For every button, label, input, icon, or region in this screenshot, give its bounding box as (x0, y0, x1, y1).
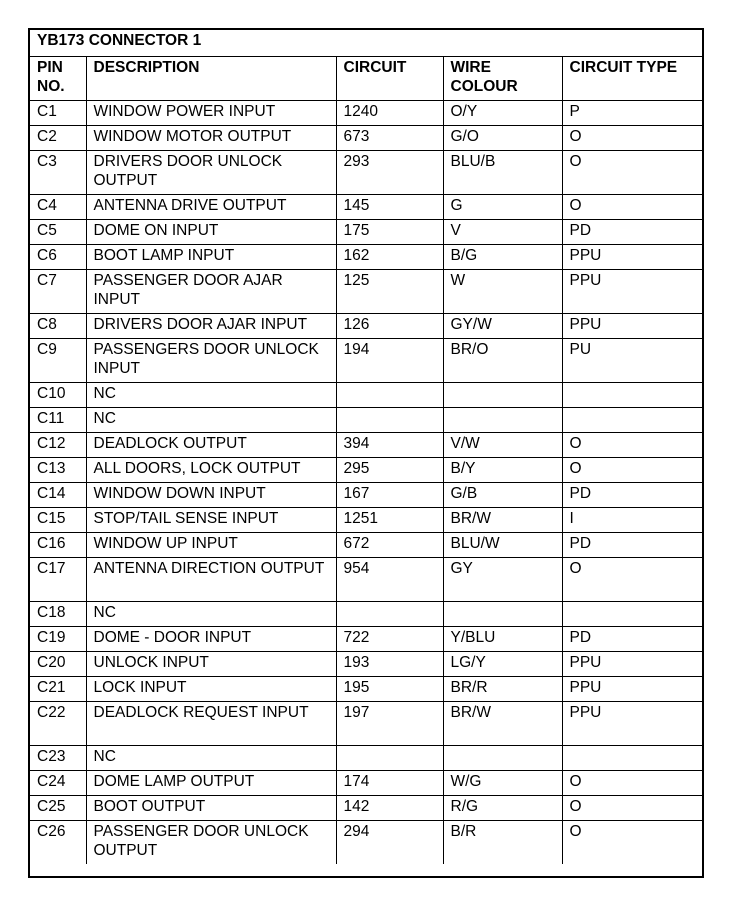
circuit-type-cell: O (562, 771, 704, 796)
pin-cell: C6 (30, 245, 86, 270)
circuit-cell: 193 (336, 652, 443, 677)
circuit-type-cell (562, 383, 704, 408)
description-cell: PASSENGER DOOR UNLOCK OUTPUT (86, 821, 336, 865)
circuit-type-cell (562, 602, 704, 627)
table-row (30, 220, 704, 245)
table-row (30, 483, 704, 508)
pin-cell: C25 (30, 796, 86, 821)
pin-cell: C3 (30, 151, 86, 195)
wire-colour-cell (443, 408, 562, 433)
wire-colour-cell: V (443, 220, 562, 245)
wire-colour-cell: BR/R (443, 677, 562, 702)
circuit-cell: 167 (336, 483, 443, 508)
column-header-circuit: CIRCUIT (336, 57, 443, 101)
circuit-type-cell: O (562, 558, 704, 602)
wire-colour-cell: BLU/B (443, 151, 562, 195)
circuit-type-cell: O (562, 195, 704, 220)
column-header-circuit-type: CIRCUIT TYPE (562, 57, 704, 101)
description-cell: DRIVERS DOOR AJAR INPUT (86, 314, 336, 339)
pin-cell: C9 (30, 339, 86, 383)
description-cell: STOP/TAIL SENSE INPUT (86, 508, 336, 533)
circuit-cell: 175 (336, 220, 443, 245)
pin-cell: C26 (30, 821, 86, 865)
circuit-type-cell: O (562, 796, 704, 821)
circuit-type-cell: PPU (562, 677, 704, 702)
wire-colour-cell: G/B (443, 483, 562, 508)
wire-colour-cell: GY/W (443, 314, 562, 339)
table-row (30, 126, 704, 151)
circuit-type-cell: PPU (562, 270, 704, 314)
table-row (30, 245, 704, 270)
circuit-cell: 174 (336, 771, 443, 796)
wire-colour-cell: G (443, 195, 562, 220)
column-header-wire-colour: WIRE COLOUR (443, 57, 562, 101)
description-cell: NC (86, 602, 336, 627)
wire-colour-cell: O/Y (443, 101, 562, 126)
pin-cell: C17 (30, 558, 86, 602)
table-row (30, 458, 704, 483)
wire-colour-cell (443, 746, 562, 771)
circuit-type-cell (562, 746, 704, 771)
circuit-type-cell: PU (562, 339, 704, 383)
table-row (30, 101, 704, 126)
table-row (30, 677, 704, 702)
wire-colour-cell: BR/O (443, 339, 562, 383)
wire-colour-cell: GY (443, 558, 562, 602)
pin-cell: C24 (30, 771, 86, 796)
circuit-cell (336, 602, 443, 627)
circuit-cell (336, 408, 443, 433)
pin-cell: C4 (30, 195, 86, 220)
column-header-description: DESCRIPTION (86, 57, 336, 101)
table-row (30, 796, 704, 821)
wire-colour-cell: V/W (443, 433, 562, 458)
table-row (30, 702, 704, 746)
circuit-type-cell: I (562, 508, 704, 533)
description-cell: UNLOCK INPUT (86, 652, 336, 677)
pin-cell: C1 (30, 101, 86, 126)
table-row (30, 195, 704, 220)
description-cell: DOME ON INPUT (86, 220, 336, 245)
pin-cell: C13 (30, 458, 86, 483)
circuit-type-cell: PPU (562, 702, 704, 746)
circuit-type-cell: PPU (562, 652, 704, 677)
circuit-cell: 162 (336, 245, 443, 270)
table-row (30, 533, 704, 558)
pin-cell: C18 (30, 602, 86, 627)
wire-colour-cell (443, 383, 562, 408)
circuit-type-cell: O (562, 433, 704, 458)
circuit-cell: 293 (336, 151, 443, 195)
pin-cell: C11 (30, 408, 86, 433)
wire-colour-cell: B/G (443, 245, 562, 270)
circuit-cell: 673 (336, 126, 443, 151)
table-row (30, 652, 704, 677)
wire-colour-cell: BR/W (443, 508, 562, 533)
description-cell: DRIVERS DOOR UNLOCK OUTPUT (86, 151, 336, 195)
connector-table-frame (28, 28, 704, 878)
description-cell: ANTENNA DIRECTION OUTPUT (86, 558, 336, 602)
pin-cell: C8 (30, 314, 86, 339)
description-cell: DEADLOCK OUTPUT (86, 433, 336, 458)
description-cell: LOCK INPUT (86, 677, 336, 702)
description-cell: ALL DOORS, LOCK OUTPUT (86, 458, 336, 483)
pin-cell: C10 (30, 383, 86, 408)
pin-cell: C16 (30, 533, 86, 558)
table-row (30, 508, 704, 533)
circuit-type-cell: PD (562, 483, 704, 508)
circuit-cell: 1240 (336, 101, 443, 126)
circuit-cell: 194 (336, 339, 443, 383)
description-cell: NC (86, 408, 336, 433)
circuit-cell (336, 383, 443, 408)
circuit-cell (336, 746, 443, 771)
wire-colour-cell: W/G (443, 771, 562, 796)
wire-colour-cell: B/R (443, 821, 562, 865)
circuit-type-cell: P (562, 101, 704, 126)
circuit-cell: 294 (336, 821, 443, 865)
description-cell: BOOT LAMP INPUT (86, 245, 336, 270)
circuit-cell: 722 (336, 627, 443, 652)
description-cell: WINDOW MOTOR OUTPUT (86, 126, 336, 151)
pin-cell: C20 (30, 652, 86, 677)
description-cell: NC (86, 383, 336, 408)
circuit-type-cell: PD (562, 533, 704, 558)
table-row (30, 558, 704, 602)
wire-colour-cell: R/G (443, 796, 562, 821)
pin-cell: C21 (30, 677, 86, 702)
pin-cell: C5 (30, 220, 86, 245)
table-row (30, 602, 704, 627)
circuit-cell: 195 (336, 677, 443, 702)
table-row (30, 821, 704, 865)
circuit-cell: 295 (336, 458, 443, 483)
description-cell: ANTENNA DRIVE OUTPUT (86, 195, 336, 220)
description-cell: DEADLOCK REQUEST INPUT (86, 702, 336, 746)
wire-colour-cell: LG/Y (443, 652, 562, 677)
wire-colour-cell: G/O (443, 126, 562, 151)
table-title: YB173 CONNECTOR 1 (30, 30, 704, 57)
pin-cell: C7 (30, 270, 86, 314)
table-row (30, 314, 704, 339)
wire-colour-cell: W (443, 270, 562, 314)
table-row (30, 408, 704, 433)
description-cell: PASSENGERS DOOR UNLOCK INPUT (86, 339, 336, 383)
wire-colour-cell (443, 602, 562, 627)
circuit-type-cell: O (562, 458, 704, 483)
description-cell: DOME - DOOR INPUT (86, 627, 336, 652)
wire-colour-cell: BR/W (443, 702, 562, 746)
pin-cell: C2 (30, 126, 86, 151)
pin-cell: C12 (30, 433, 86, 458)
circuit-cell: 126 (336, 314, 443, 339)
wire-colour-cell: B/Y (443, 458, 562, 483)
description-cell: WINDOW UP INPUT (86, 533, 336, 558)
circuit-type-cell: PD (562, 627, 704, 652)
circuit-type-cell: O (562, 126, 704, 151)
table-row (30, 433, 704, 458)
circuit-cell: 125 (336, 270, 443, 314)
circuit-cell: 954 (336, 558, 443, 602)
circuit-type-cell (562, 408, 704, 433)
description-cell: BOOT OUTPUT (86, 796, 336, 821)
table-row (30, 151, 704, 195)
circuit-cell: 1251 (336, 508, 443, 533)
pin-cell: C19 (30, 627, 86, 652)
connector-pin-table (30, 30, 704, 864)
description-cell: WINDOW DOWN INPUT (86, 483, 336, 508)
table-row (30, 383, 704, 408)
circuit-cell: 394 (336, 433, 443, 458)
pin-cell: C15 (30, 508, 86, 533)
circuit-type-cell: O (562, 151, 704, 195)
circuit-type-cell: PPU (562, 245, 704, 270)
circuit-cell: 197 (336, 702, 443, 746)
description-cell: PASSENGER DOOR AJAR INPUT (86, 270, 336, 314)
table-row (30, 339, 704, 383)
table-row (30, 627, 704, 652)
description-cell: WINDOW POWER INPUT (86, 101, 336, 126)
pin-cell: C22 (30, 702, 86, 746)
pin-cell: C23 (30, 746, 86, 771)
circuit-type-cell: O (562, 821, 704, 865)
wire-colour-cell: Y/BLU (443, 627, 562, 652)
circuit-cell: 145 (336, 195, 443, 220)
description-cell: DOME LAMP OUTPUT (86, 771, 336, 796)
wire-colour-cell: BLU/W (443, 533, 562, 558)
pin-cell: C14 (30, 483, 86, 508)
circuit-type-cell: PPU (562, 314, 704, 339)
circuit-cell: 672 (336, 533, 443, 558)
table-row (30, 771, 704, 796)
table-row (30, 270, 704, 314)
circuit-cell: 142 (336, 796, 443, 821)
table-row (30, 746, 704, 771)
circuit-type-cell: PD (562, 220, 704, 245)
column-header-pin: PIN NO. (30, 57, 86, 101)
description-cell: NC (86, 746, 336, 771)
